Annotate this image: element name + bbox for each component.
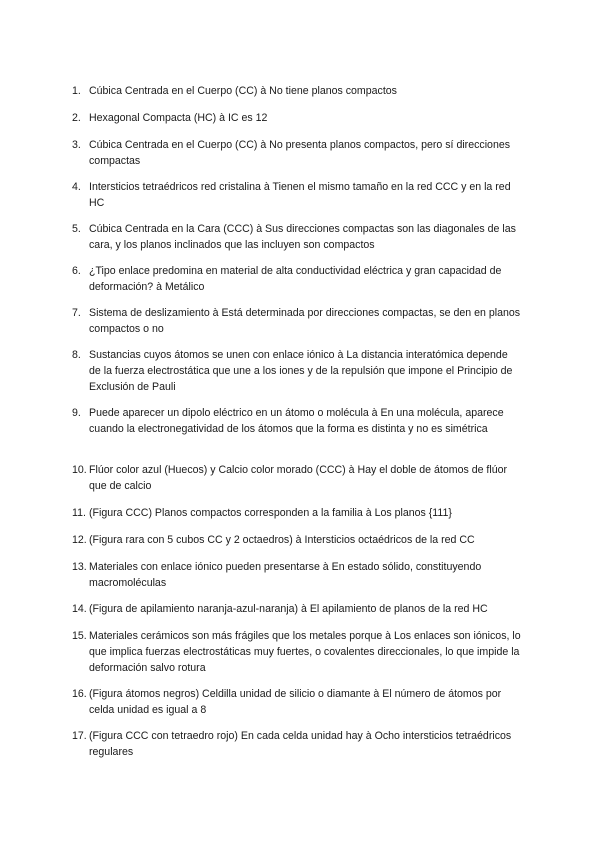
list-item: [72, 560, 522, 592]
item-text: Materiales cerámicos son más frágiles que los metales porque à Los enlaces son iónicos, lo que implica fuerzas electrostáticas muy fuertes, o covalentes direccionales, lo que impide la deformación salvo rotura: [89, 630, 521, 674]
list-item: [72, 84, 522, 100]
item-text: Puede aparecer un dipolo eléctrico en un átomo o molécula à En una molécula, aparece cuando la electronegatividad de los átomos que la forma es distinta y no es simétrica: [89, 407, 504, 435]
list-item: [72, 506, 522, 522]
item-text: (Figura CCC) Planos compactos corresponden a la familia à Los planos {111}: [89, 507, 452, 519]
item-number: 4.: [72, 181, 81, 193]
item-text: Intersticios tetraédricos red cristalina à Tienen el mismo tamaño en la red CCC y en la red HC: [89, 181, 511, 209]
list-item: [72, 138, 522, 170]
item-text: (Figura de apilamiento naranja-azul-naranja) à El apilamiento de planos de la red HC: [89, 603, 488, 615]
item-text: (Figura átomos negros) Celdilla unidad de silicio o diamante à El número de átomos por celda unidad es igual a 8: [89, 688, 502, 716]
item-text: Sustancias cuyos átomos se unen con enlace iónico à La distancia interatómica depende de la fuerza electrostática que une a los iones y de la repulsión que impone el Principio de Exclusión de Pauli: [89, 349, 513, 393]
item-number: 12.: [72, 534, 87, 546]
item-number: 13.: [72, 561, 87, 573]
item-text: Cúbica Centrada en la Cara (CCC) à Sus direcciones compactas son las diagonales de las cara, y los planos inclinados que las incluyen son compactos: [89, 223, 516, 251]
item-number: 3.: [72, 139, 81, 151]
list-item: [72, 306, 522, 338]
item-number: 5.: [72, 223, 81, 235]
item-number: 7.: [72, 307, 81, 319]
item-text: Flúor color azul (Huecos) y Calcio color morado (CCC) à Hay el doble de átomos de flúor que de calcio: [89, 464, 508, 492]
list-item: [72, 463, 522, 495]
list-item: [72, 533, 522, 549]
list-item: [72, 111, 522, 127]
list-item: [72, 406, 522, 438]
item-number: 9.: [72, 407, 81, 419]
item-text: Sistema de deslizamiento à Está determinada por direcciones compactas, se den en planos compactos o no: [89, 307, 521, 335]
item-number: 10.: [72, 464, 87, 476]
item-number: 8.: [72, 349, 81, 361]
list-item: [72, 687, 522, 719]
item-text: Cúbica Centrada en el Cuerpo (CC) à No presenta planos compactos, pero sí direcciones compactas: [89, 139, 511, 167]
item-text: Cúbica Centrada en el Cuerpo (CC) à No tiene planos compactos: [89, 85, 397, 97]
list-item: [72, 729, 522, 761]
item-number: 6.: [72, 265, 81, 277]
item-text: ¿Tipo enlace predomina en material de alta conductividad eléctrica y gran capacidad de deformación? à Metálico: [89, 265, 502, 293]
list-item: [72, 629, 522, 676]
item-text: (Figura CCC con tetraedro rojo) En cada celda unidad hay à Ocho intersticios tetraédricos regulares: [89, 730, 512, 758]
item-number: 11.: [72, 507, 86, 519]
item-number: 2.: [72, 112, 81, 124]
item-text: Materiales con enlace iónico pueden presentarse à En estado sólido, constituyendo macromoléculas: [89, 561, 482, 589]
item-text: Hexagonal Compacta (HC) à IC es 12: [89, 112, 268, 124]
item-text: (Figura rara con 5 cubos CC y 2 octaedros) à Intersticios octaédricos de la red CC: [89, 534, 475, 546]
list-item: [72, 180, 522, 212]
item-number: 1.: [72, 85, 81, 97]
list-item: [72, 348, 522, 395]
item-number: 17.: [72, 730, 87, 742]
list-item: [72, 264, 522, 296]
item-number: 16.: [72, 688, 87, 700]
list-item: [72, 602, 522, 618]
item-number: 15.: [72, 630, 87, 642]
list-item: [72, 222, 522, 254]
item-number: 14.: [72, 603, 87, 615]
